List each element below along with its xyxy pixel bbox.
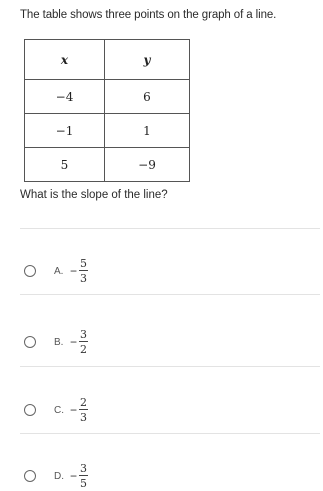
cell-y: −9 [105, 148, 190, 182]
choice-c[interactable] [24, 397, 88, 423]
table-row [25, 80, 190, 114]
cell-y: 1 [105, 114, 190, 148]
choice-b[interactable] [24, 329, 88, 355]
denominator: 2 [80, 343, 88, 356]
numerator: 2 [80, 396, 88, 409]
negative-sign: − [70, 264, 78, 278]
choice-letter: B. [54, 336, 64, 348]
radio-button-b[interactable] [24, 336, 36, 348]
fraction [79, 329, 88, 355]
choice-letter: A. [54, 265, 64, 277]
column-header-y: y [105, 40, 190, 80]
choice-letter: D. [54, 470, 64, 482]
choice-letter: C. [54, 404, 64, 416]
divider [20, 366, 320, 367]
divider [20, 433, 320, 434]
column-header-x: x [25, 40, 105, 80]
table-row [25, 114, 190, 148]
radio-button-a[interactable] [24, 265, 36, 277]
denominator: 5 [80, 477, 88, 490]
radio-button-c[interactable] [24, 404, 36, 416]
divider [20, 294, 320, 295]
numerator: 3 [80, 462, 88, 475]
question-text: What is the slope of the line? [20, 189, 168, 201]
fraction [79, 258, 88, 284]
table-header-row [25, 40, 190, 80]
fraction [79, 463, 88, 489]
cell-x: 5 [25, 148, 105, 182]
radio-button-d[interactable] [24, 470, 36, 482]
cell-x: −1 [25, 114, 105, 148]
negative-sign: − [70, 403, 78, 417]
cell-y: 6 [105, 80, 190, 114]
choice-d[interactable] [24, 463, 88, 489]
denominator: 3 [80, 411, 88, 424]
negative-sign: − [70, 469, 78, 483]
points-table [24, 39, 190, 182]
choice-a[interactable] [24, 258, 88, 284]
negative-sign: − [70, 335, 78, 349]
numerator: 3 [80, 328, 88, 341]
divider [20, 228, 320, 229]
denominator: 3 [80, 272, 88, 285]
cell-x: −4 [25, 80, 105, 114]
numerator: 5 [80, 257, 88, 270]
problem-statement: The table shows three points on the graph of a line. [20, 9, 277, 21]
table-row [25, 148, 190, 182]
fraction [79, 397, 88, 423]
